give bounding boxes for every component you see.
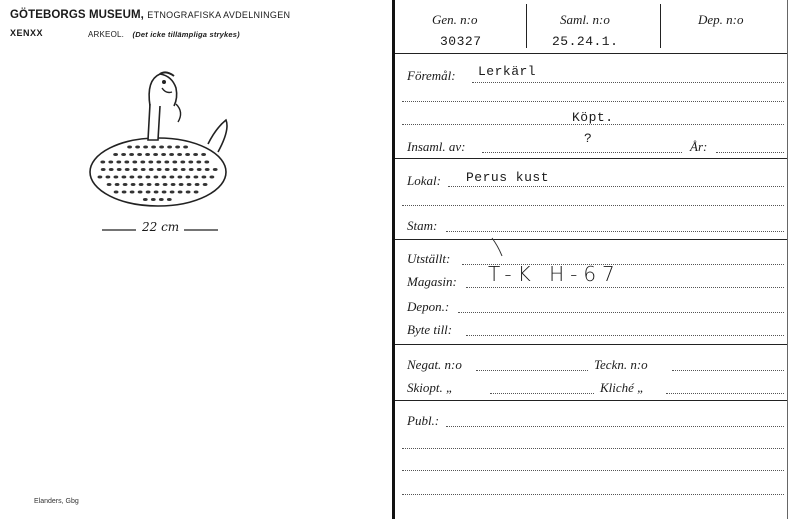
dotted-line [490,393,594,394]
section-line [88,30,240,39]
dotted-line [402,470,784,471]
dotted-line [446,231,784,232]
printer-mark: Elanders, Gbg [34,498,79,505]
gen-no-label: Gen. n:o [432,12,478,27]
teckn-label: Teckn. n:o [594,357,648,372]
museum-name: GÖTEBORGS MUSEUM, [10,9,144,21]
dotted-line [458,312,784,313]
dotted-line [402,205,784,206]
bird-vessel-sketch-icon [80,66,250,208]
utstallt-label: Utställt: [407,251,451,266]
crossed-out-text: XENXX [10,28,44,38]
section-rule [395,400,787,401]
magasin-value: T-K H-67 [488,262,621,286]
stam-label: Stam: [407,218,438,233]
magasin-label: Magasin: [407,274,457,289]
saml-no-label: Saml. n:o [560,12,610,27]
negat-label: Negat. n:o [407,357,462,372]
museum-header [10,9,290,21]
foremal-value: Lerkärl [478,64,537,79]
section-label: ARKEOL. [88,30,125,39]
lokal-label: Lokal: [407,173,441,188]
dotted-line [472,82,784,83]
section-rule [395,158,787,159]
dotted-line [476,370,588,371]
publ-label: Publ.: [407,413,440,428]
kliche-label: Kliché „ [600,380,645,395]
strike-note: (Det icke tillämpliga strykes) [132,30,240,39]
insaml-value: ? [584,131,593,146]
insaml-label: Insaml. av: [407,139,466,154]
catalog-separator [526,4,527,48]
lokal-value: Perus kust [466,170,550,185]
pen-stroke-mark [490,236,504,258]
dotted-line [402,124,784,125]
byte-label: Byte till: [407,322,453,337]
catalog-separator [660,4,661,48]
skiopt-label: Skiopt. „ [407,380,454,395]
section-rule [395,239,787,240]
dotted-line [402,448,784,449]
department-name: ETNOGRAFISKA AVDELNINGEN [147,10,291,20]
dotted-line [466,287,784,288]
dotted-line [402,494,784,495]
card-divider [392,0,395,519]
gen-no-value: 30327 [440,34,482,49]
saml-no-value: 25.24.1. [552,34,619,49]
purchase-note: Köpt. [572,110,614,125]
dotted-line [402,101,784,102]
dotted-line [448,186,784,187]
dotted-line [446,426,784,427]
section-rule [395,344,787,345]
header-rule [395,53,787,54]
depon-label: Depon.: [407,299,450,314]
scale-label: 22 cm [142,220,180,234]
dep-no-label: Dep. n:o [698,12,744,27]
foremal-label: Föremål: [407,68,456,83]
dotted-line [672,370,784,371]
ar-label: År: [690,139,708,154]
dotted-line [666,393,784,394]
dotted-line [482,152,682,153]
card-right-edge [787,0,788,519]
dotted-line [466,335,784,336]
dotted-line [716,152,784,153]
